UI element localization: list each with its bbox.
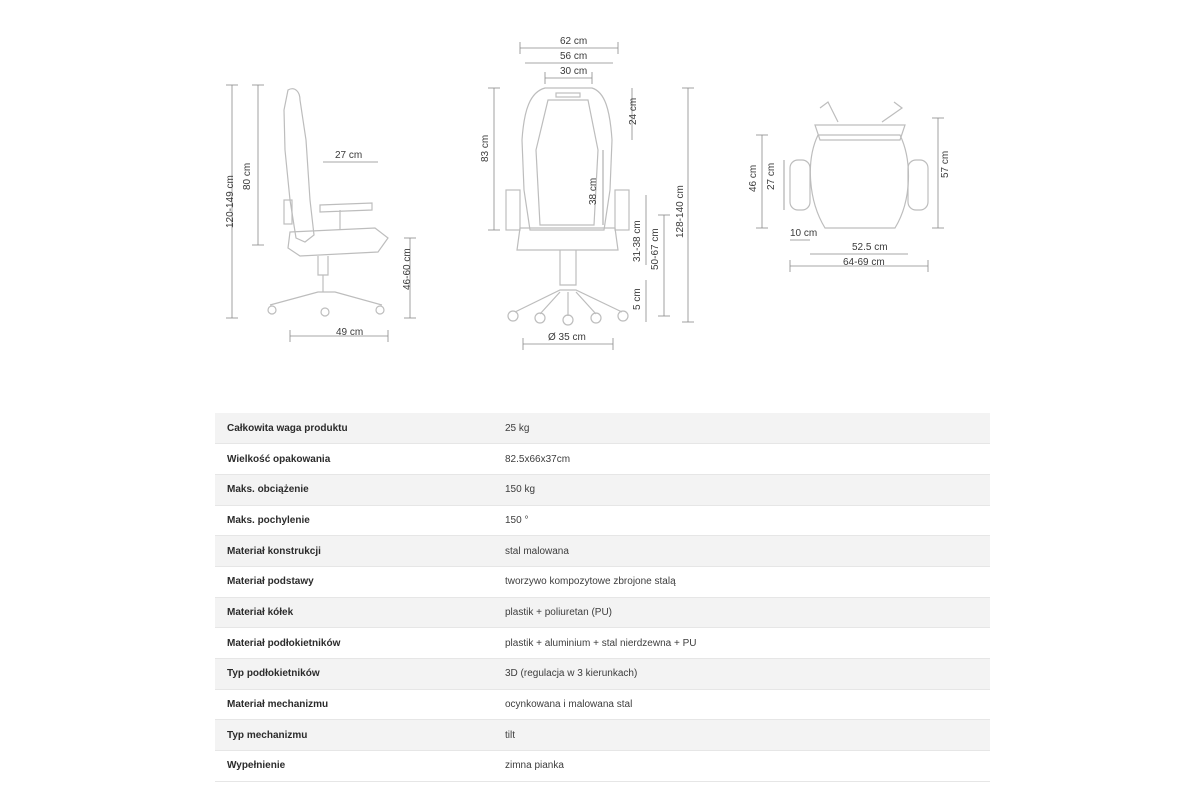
side-wheel-right: [376, 306, 384, 314]
front-gaslift: [560, 250, 576, 285]
spec-row: [215, 474, 990, 505]
front-width-inner-label: 30 cm: [560, 66, 588, 77]
side-view-drawing: [268, 89, 388, 316]
spec-value: tworzywo kompozytowe zbrojone stalą: [505, 566, 990, 597]
top-arm-gap-label: 10 cm: [790, 228, 818, 239]
spec-row: [215, 536, 990, 567]
spec-value: tilt: [505, 720, 990, 751]
spec-value: plastik + aluminium + stal nierdzewna + PU: [505, 628, 990, 659]
top-backrest: [815, 125, 905, 140]
front-wheel-label: 5 cm: [632, 288, 643, 310]
spec-label: Materiał podłokietników: [215, 628, 505, 659]
side-base: [270, 275, 382, 305]
spec-label: Całkowita waga produktu: [215, 413, 505, 444]
side-total-height-label: 120-149 cm: [225, 175, 236, 228]
front-width-middle-label: 56 cm: [560, 51, 588, 62]
top-armrest-right: [908, 160, 928, 210]
side-armrest-depth-label: 27 cm: [335, 150, 363, 161]
side-back-height-label: 80 cm: [242, 162, 253, 190]
spec-row: [215, 720, 990, 751]
top-depth-b-label: 27 cm: [766, 162, 777, 190]
spec-value: plastik + poliuretan (PU): [505, 597, 990, 628]
spec-label: Materiał podstawy: [215, 566, 505, 597]
specification-table: [215, 413, 990, 782]
top-width-a-label: 52.5 cm: [852, 242, 888, 253]
front-total-height-label: 128-140 cm: [675, 185, 686, 238]
front-seat: [517, 228, 618, 250]
spec-row: [215, 689, 990, 720]
front-backrest-inner: [536, 100, 598, 225]
side-view-dimension-lines: [226, 85, 416, 342]
front-backrest: [522, 88, 612, 230]
side-armrest: [320, 203, 372, 230]
spec-row: [215, 566, 990, 597]
side-seat-depth-label: 49 cm: [336, 327, 364, 338]
top-view-dimension-lines: [756, 118, 944, 272]
front-logo: [556, 93, 580, 97]
front-back-inner-label: 38 cm: [588, 177, 599, 205]
spec-row: [215, 505, 990, 536]
top-depth-total-label: 57 cm: [940, 150, 951, 178]
spec-label: Maks. pochylenie: [215, 505, 505, 536]
spec-label: Typ mechanizmu: [215, 720, 505, 751]
spec-value: 3D (regulacja w 3 kierunkach): [505, 659, 990, 690]
spec-row: [215, 597, 990, 628]
top-headrest-left: [820, 102, 838, 122]
spec-value: ocynkowana i malowana stal: [505, 689, 990, 720]
front-armrest-left: [506, 190, 520, 230]
spec-label: Maks. obciążenie: [215, 474, 505, 505]
front-armrest-right: [615, 190, 629, 230]
spec-value: zimna pianka: [505, 751, 990, 782]
front-wheel-2: [535, 313, 545, 323]
side-wheel-mid: [321, 308, 329, 316]
top-depth-a-label: 46 cm: [748, 164, 759, 192]
side-backrest: [284, 89, 314, 242]
spec-value: stal malowana: [505, 536, 990, 567]
spec-label: Wielkość opakowania: [215, 444, 505, 475]
front-armrest-height-label: 31-38 cm: [632, 220, 643, 262]
front-headrest-label: 24 cm: [628, 97, 639, 125]
spec-row: [215, 444, 990, 475]
spec-label: Materiał konstrukcji: [215, 536, 505, 567]
spec-label: Materiał kółek: [215, 597, 505, 628]
spec-label: Wypełnienie: [215, 751, 505, 782]
spec-label: Typ podłokietników: [215, 659, 505, 690]
spec-value: 150 °: [505, 505, 990, 536]
spec-row: [215, 659, 990, 690]
specification-rows: [215, 413, 990, 781]
front-wheel-3: [563, 315, 573, 325]
front-back-label: 83 cm: [480, 134, 491, 162]
front-wheel-4: [591, 313, 601, 323]
side-seat: [288, 228, 388, 256]
top-armrest-left: [790, 160, 810, 210]
top-view-drawing: [790, 102, 928, 228]
spec-row: [215, 628, 990, 659]
spec-value: 25 kg: [505, 413, 990, 444]
top-headrest-right: [882, 102, 902, 122]
front-base-label: Ø 35 cm: [548, 332, 586, 343]
front-seat-floor-label: 50-67 cm: [650, 228, 661, 270]
top-seat: [810, 135, 908, 228]
front-wheel-5: [618, 311, 628, 321]
spec-value: 150 kg: [505, 474, 990, 505]
front-base: [515, 290, 622, 316]
side-gaslift: [318, 256, 328, 275]
top-width-b-label: 64-69 cm: [843, 257, 885, 268]
spec-row: [215, 751, 990, 782]
front-view-drawing: [506, 88, 629, 325]
side-wheel-left: [268, 306, 276, 314]
side-seat-height-label: 46-60 cm: [402, 248, 413, 290]
front-wheel-1: [508, 311, 518, 321]
spec-label: Materiał mechanizmu: [215, 689, 505, 720]
spec-row: [215, 413, 990, 444]
spec-value: 82.5x66x37cm: [505, 444, 990, 475]
front-width-outer-label: 62 cm: [560, 36, 588, 47]
